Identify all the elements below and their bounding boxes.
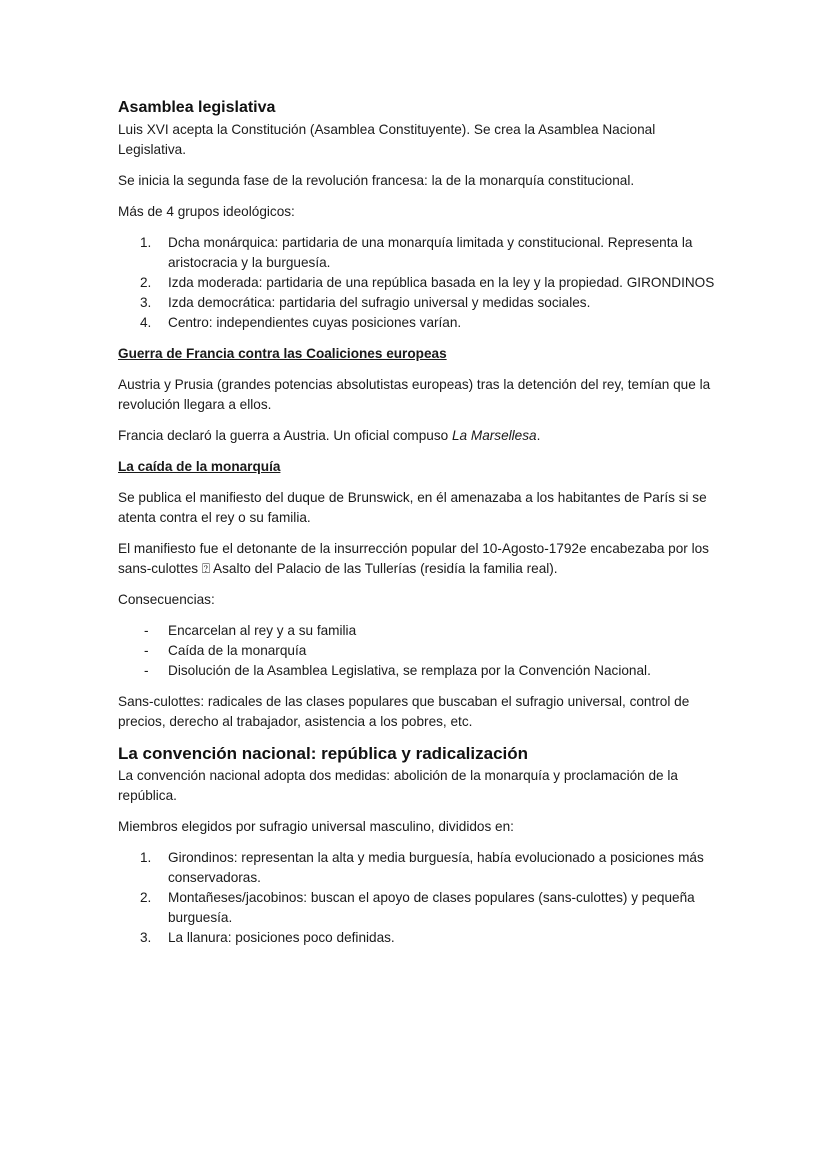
list-item-text: Dcha monárquica: partidaria de una monarquía limitada y constitucional. Representa la aristocracia y la burguesía. — [168, 235, 693, 270]
text-run: . — [536, 428, 541, 443]
paragraph — [118, 426, 718, 446]
members-list — [118, 848, 718, 948]
list-item-text: Montañeses/jacobinos: buscan el apoyo de clases populares (sans-culottes) y pequeña burguesía. — [168, 890, 695, 925]
paragraph: Más de 4 grupos ideológicos: — [118, 204, 295, 219]
paragraph: Se publica el manifiesto del duque de Brunswick, en él amenazaba a los habitantes de París si se atenta contra el rey o su familia. — [118, 490, 707, 525]
list-bullet: - — [144, 663, 149, 678]
paragraph: Sans-culottes: radicales de las clases populares que buscaban el sufragio universal, control de precios, derecho al trabajador, asistencia a los pobres, etc. — [118, 694, 690, 729]
list-item-text: Encarcelan al rey y a su familia — [168, 623, 357, 638]
list-item-text: La llanura: posiciones poco definidas. — [168, 930, 395, 945]
list-number: 1. — [140, 850, 152, 865]
list-item — [118, 293, 718, 313]
ideological-groups-list — [118, 233, 718, 333]
list-number: 3. — [140, 295, 152, 310]
list-item — [118, 233, 718, 273]
list-number: 1. — [140, 235, 152, 250]
section-title-asamblea: Asamblea legislativa — [118, 99, 276, 116]
list-item — [118, 661, 718, 681]
paragraph: La convención nacional adopta dos medidas: abolición de la monarquía y proclamación de la república. — [118, 768, 678, 803]
list-item — [118, 313, 718, 333]
section-title-convencion: La convención nacional: república y radicalización — [118, 744, 529, 763]
list-number: 3. — [140, 930, 152, 945]
list-item-text: Caída de la monarquía — [168, 643, 307, 658]
italic-title: La Marsellesa — [451, 428, 537, 443]
list-item-text: Centro: independientes cuyas posiciones varían. — [168, 315, 462, 330]
subheading-caida: La caída de la monarquía — [118, 459, 281, 474]
list-item-text: Disolución de la Asamblea Legislativa, se remplaza por la Convención Nacional. — [168, 663, 651, 678]
list-number: 2. — [140, 890, 152, 905]
paragraph: Austria y Prusia (grandes potencias absolutistas europeas) tras la detención del rey, temían que la revolución llegara a ellos. — [118, 377, 711, 412]
paragraph: Luis XVI acepta la Constitución (Asamblea Constituyente). Se crea la Asamblea Nacional Legislativa. — [118, 122, 656, 157]
list-item — [118, 928, 718, 948]
paragraph: El manifiesto fue el detonante de la insurrección popular del 10-Agosto-1792e encabezaba por los sans-culottes ⍰ Asalto del Palacio de las Tullerías (residía la familia real). — [118, 541, 709, 576]
paragraph: Se inicia la segunda fase de la revolución francesa: la de la monarquía constitucional. — [118, 173, 635, 188]
list-number: 2. — [140, 275, 152, 290]
paragraph: Consecuencias: — [118, 592, 215, 607]
list-item — [118, 888, 718, 928]
list-bullet: - — [144, 643, 149, 658]
list-item-text: Girondinos: representan la alta y media burguesía, había evolucionado a posiciones más conservadoras. — [168, 850, 704, 885]
document-page — [118, 97, 718, 959]
paragraph: Miembros elegidos por sufragio universal masculino, divididos en: — [118, 819, 514, 834]
subheading-guerra: Guerra de Francia contra las Coaliciones europeas — [118, 346, 447, 361]
list-item — [118, 621, 718, 641]
list-item — [118, 273, 718, 293]
consequences-list — [118, 621, 718, 681]
list-item-text: Izda democrática: partidaria del sufragio universal y medidas sociales. — [168, 295, 591, 310]
text-run: Francia declaró la guerra a Austria. Un oficial compuso — [118, 428, 452, 443]
list-bullet: - — [144, 623, 149, 638]
list-item — [118, 848, 718, 888]
list-item — [118, 641, 718, 661]
list-number: 4. — [140, 315, 152, 330]
list-item-text: Izda moderada: partidaria de una república basada en la ley y la propiedad. GIRONDINOS — [168, 275, 715, 290]
